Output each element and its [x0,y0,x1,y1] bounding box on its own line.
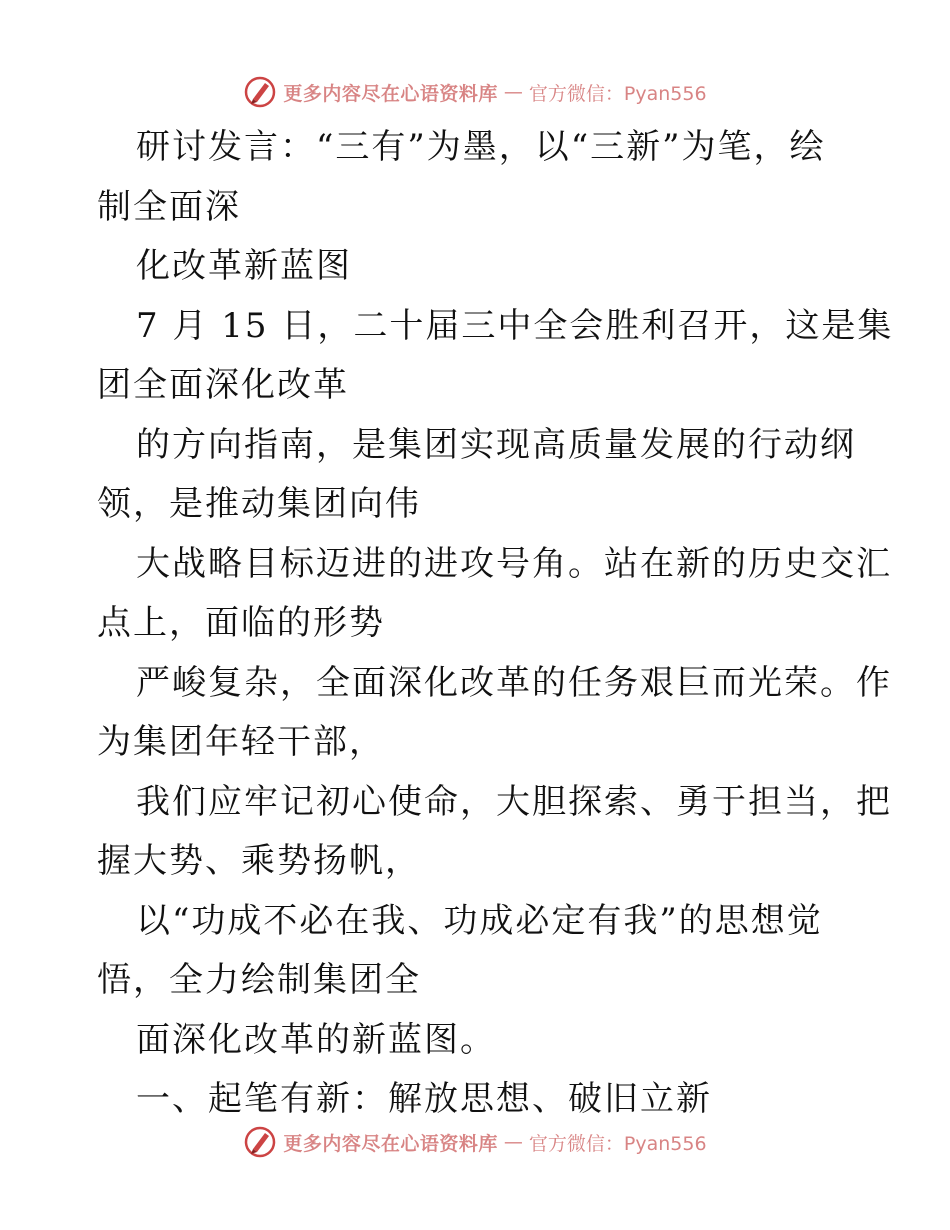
text-line: 面深化改革的新蓝图。 [136,1019,496,1060]
text-line: 我们应牢记初心使命，大胆探索、勇于担当，把 [136,781,892,822]
text-line: 化改革新蓝图 [136,246,352,286]
text-line: 握大势、乘势扬帆， [97,841,421,881]
text-line: 研讨发言：“三有”为墨，以“三新”为笔，绘 [136,127,826,167]
watermark-contact-text: 官方微信：Pyan556 [528,1132,707,1155]
watermark-brand-text: 更多内容尽在心语资料库 [283,82,498,105]
header-watermark [0,72,950,112]
watermark-separator: — [503,1131,523,1153]
watermark-separator: — [503,81,523,103]
section-heading: 一、起笔有新：解放思想、破旧立新 [136,1079,712,1119]
text-line: 点上，面临的形势 [97,603,385,643]
text-line: 团全面深化改革 [97,365,349,405]
text-line: 的方向指南，是集团实现高质量发展的行动纲 [136,424,856,465]
watermark-brand-text: 更多内容尽在心语资料库 [283,1132,498,1155]
pen-logo-icon [243,1125,277,1159]
text-line: 制全面深 [97,186,241,227]
watermark-contact-text: 官方微信：Pyan556 [528,82,707,105]
pen-logo-icon [243,75,277,109]
footer-watermark [0,1122,950,1162]
text-line: 大战略目标迈进的进攻号角。站在新的历史交汇 [136,543,892,584]
text-line: 悟，全力绘制集团全 [97,960,421,1000]
text-line: 领，是推动集团向伟 [97,484,421,524]
document-body [97,118,894,1130]
text-line: 7 月 15 日，二十届三中全会胜利召开，这是集 [136,305,894,346]
text-line: 以“功成不必在我、功成必定有我”的思想觉 [136,900,823,941]
text-line: 为集团年轻干部， [97,722,385,762]
text-line: 严峻复杂，全面深化改革的任务艰巨而光荣。作 [136,662,892,703]
